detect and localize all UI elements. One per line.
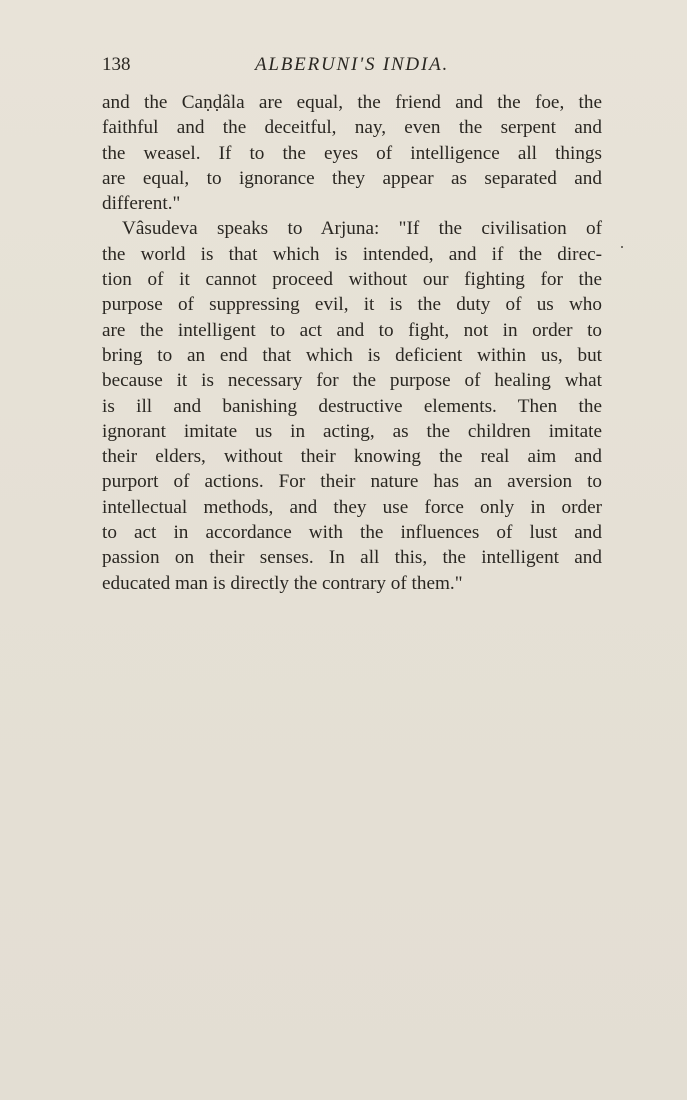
text-line: faithful and the deceitful, nay, even the serpent and — [102, 117, 602, 139]
body-text — [102, 90, 602, 596]
text-line: purport of actions. For their nature has an aversion to — [102, 471, 602, 493]
text-line: different." — [102, 193, 181, 215]
text-line: their elders, without their knowing the real aim and — [102, 446, 602, 468]
text-line: are equal, to ignorance they appear as separated and — [102, 167, 602, 189]
page-number: 138 — [102, 54, 131, 75]
text-line: because it is necessary for the purpose of healing what — [102, 370, 602, 392]
text-line: the world is that which is intended, and if the direc- — [102, 243, 602, 265]
text-line: the weasel. If to the eyes of intelligence all things — [102, 142, 602, 164]
text-line: ignorant imitate us in acting, as the children imitate — [102, 420, 602, 442]
paragraph-vasudeva-quote — [102, 216, 602, 595]
text-line: tion of it cannot proceed without our fighting for the — [102, 269, 602, 291]
text-line: passion on their senses. In all this, the intelligent and — [102, 547, 602, 569]
page-header — [102, 54, 602, 80]
text-line: are the intelligent to act and to fight, not in order to — [102, 319, 602, 341]
text-line: intellectual methods, and they use force only in order — [102, 496, 602, 518]
text-line: bring to an end that which is deficient within us, but — [102, 344, 602, 366]
text-line: and the Caṇḍâla are equal, the friend and the foe, the — [102, 92, 602, 113]
text-line: to act in accordance with the influences of lust and — [102, 522, 602, 544]
running-head: ALBERUNI'S INDIA. — [255, 54, 450, 75]
paragraph-continued — [102, 90, 602, 216]
text-line: is ill and banishing destructive elements. Then the — [102, 395, 602, 417]
text-line: purpose of suppressing evil, it is the duty of us who — [102, 294, 602, 316]
margin-speck — [621, 246, 623, 248]
text-line: educated man is directly the contrary of them." — [102, 572, 463, 594]
text-line: Vâsudeva speaks to Arjuna: "If the civilisation of — [122, 218, 602, 240]
